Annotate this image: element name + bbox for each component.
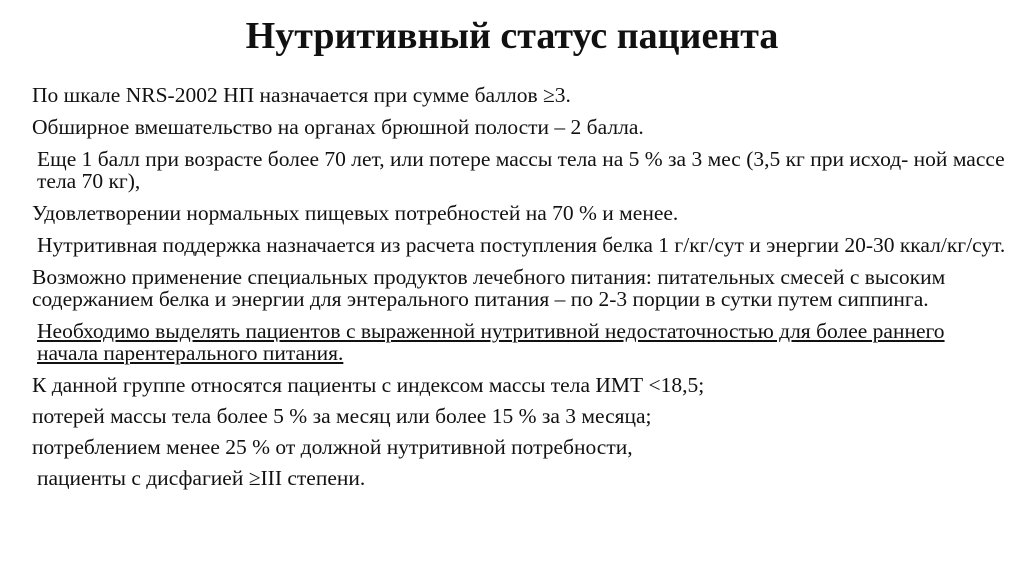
paragraph-nrs-scale bbox=[32, 84, 1007, 106]
paragraph-text: Удовлетворении нормальных пищевых потребностей на 70 % и менее. bbox=[32, 201, 679, 225]
paragraph-text: потреблением менее 25 % от должной нутритивной потребности, bbox=[32, 435, 633, 459]
paragraph-text: Необходимо выделять пациентов с выраженной нутритивной недостаточностью для более раннего начала парентерального питания. bbox=[37, 319, 945, 365]
paragraph-intake-criteria bbox=[32, 436, 1007, 458]
paragraph-text: Нутритивная поддержка назначается из расчета поступления белка 1 г/кг/сут и энергии 20-30 ккал/кг/сут. bbox=[37, 233, 1006, 257]
paragraph-identify-patients bbox=[32, 320, 1007, 364]
paragraph-bmi-group bbox=[32, 374, 1007, 396]
paragraph-weight-loss-criteria bbox=[32, 405, 1007, 427]
paragraph-dysphagia bbox=[32, 467, 1007, 489]
paragraph-text: Обширное вмешательство на органах брюшной полости – 2 балла. bbox=[32, 115, 644, 139]
paragraph-text: К данной группе относятся пациенты с индексом массы тела ИМТ <18,5; bbox=[32, 373, 705, 397]
paragraph-nutritional-needs bbox=[32, 202, 1007, 224]
paragraph-age-weight-loss bbox=[32, 148, 1007, 192]
paragraph-text: Возможно применение специальных продуктов лечебного питания: питательных смесей с высоким содержанием белка и энергии для энтерального питания – по 2-3 порции в сутки путем сиппинга. bbox=[32, 265, 946, 311]
paragraph-text: пациенты с дисфагией ≥III степени. bbox=[37, 466, 366, 490]
slide-title: Нутритивный статус пациента bbox=[245, 15, 779, 57]
paragraph-support-calculation bbox=[32, 234, 1007, 256]
paragraph-special-products bbox=[32, 266, 1007, 310]
paragraph-text: Еще 1 балл при возрасте более 70 лет, или потере массы тела на 5 % за 3 мес (3,5 кг при исход- ной массе тела 70 кг), bbox=[37, 147, 1005, 193]
paragraph-text: потерей массы тела более 5 % за месяц или более 15 % за 3 месяца; bbox=[32, 404, 652, 428]
slide-body bbox=[32, 84, 1007, 499]
paragraph-text: По шкале NRS-2002 НП назначается при сумме баллов ≥3. bbox=[32, 83, 571, 107]
paragraph-abdominal-surgery bbox=[32, 116, 1007, 138]
